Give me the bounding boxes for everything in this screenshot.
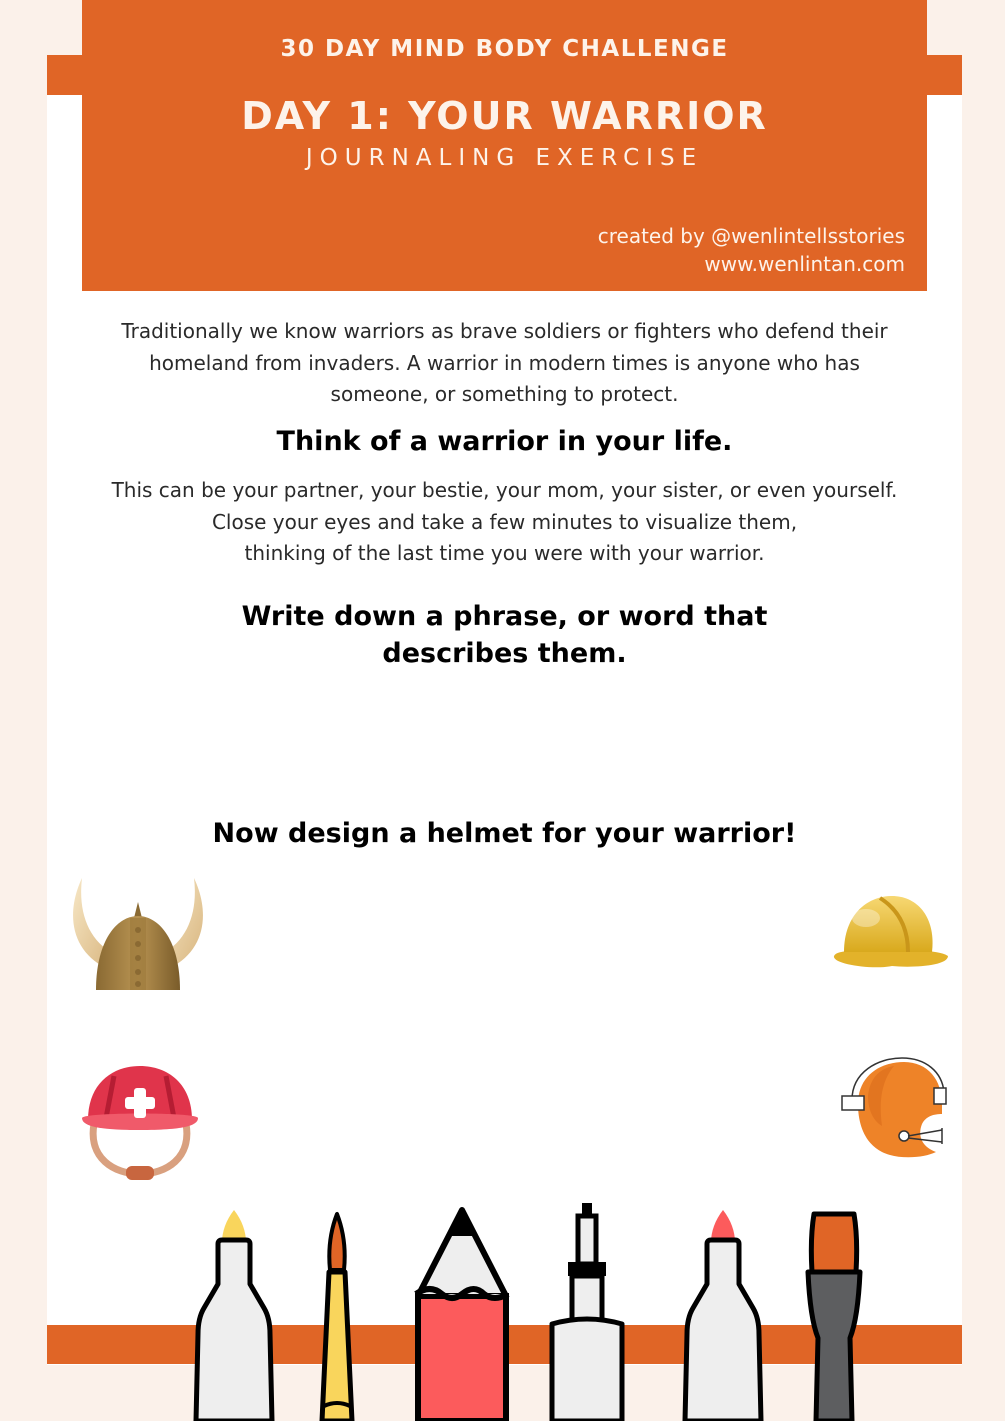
technical-pen-icon bbox=[548, 1200, 626, 1421]
instruction-line: Close your eyes and take a few minutes to visualize them, bbox=[211, 509, 798, 534]
football-helmet-icon bbox=[838, 1056, 950, 1160]
challenge-kicker: 30 DAY MIND BODY CHALLENGE bbox=[280, 36, 729, 62]
website-link[interactable]: www.wenlintan.com bbox=[704, 252, 905, 276]
yellow-marker-icon bbox=[192, 1208, 276, 1421]
credits bbox=[598, 222, 905, 278]
page-subtitle: JOURNALING EXERCISE bbox=[305, 145, 704, 171]
instruction-line: thinking of the last time you were with your warrior. bbox=[244, 541, 765, 565]
intro-line: homeland from invaders. A warrior in modern times is anyone who has bbox=[149, 350, 860, 375]
flat-brush-icon bbox=[804, 1208, 864, 1421]
red-marker-icon bbox=[681, 1208, 765, 1421]
author-credit: created by @wenlintellsstories bbox=[597, 224, 905, 248]
header-banner bbox=[82, 0, 927, 291]
page-title: DAY 1: YOUR WARRIOR bbox=[241, 94, 768, 138]
pencil-icon bbox=[412, 1206, 512, 1421]
prompt-heading-line: describes them. bbox=[382, 638, 627, 669]
prompt-heading-line: Write down a phrase, or word that bbox=[241, 601, 768, 632]
prompt-heading-write bbox=[82, 598, 927, 672]
intro-line: Traditionally we know warriors as brave soldiers or fighters who defend their bbox=[121, 319, 888, 343]
prompt-heading-design: Now design a helmet for your warrior! bbox=[212, 818, 797, 849]
intro-line: someone, or something to protect. bbox=[330, 382, 679, 406]
rescue-helmet-icon bbox=[78, 1062, 202, 1188]
prompt-heading-think: Think of a warrior in your life. bbox=[276, 426, 733, 457]
hard-hat-icon bbox=[832, 892, 950, 972]
paintbrush-icon bbox=[318, 1210, 356, 1421]
intro-paragraph bbox=[82, 316, 927, 411]
instruction-line: This can be your partner, your bestie, your mom, your sister, or even yourself. bbox=[111, 478, 898, 502]
prompt-instructions bbox=[82, 475, 927, 570]
viking-helmet-icon bbox=[66, 872, 210, 1000]
